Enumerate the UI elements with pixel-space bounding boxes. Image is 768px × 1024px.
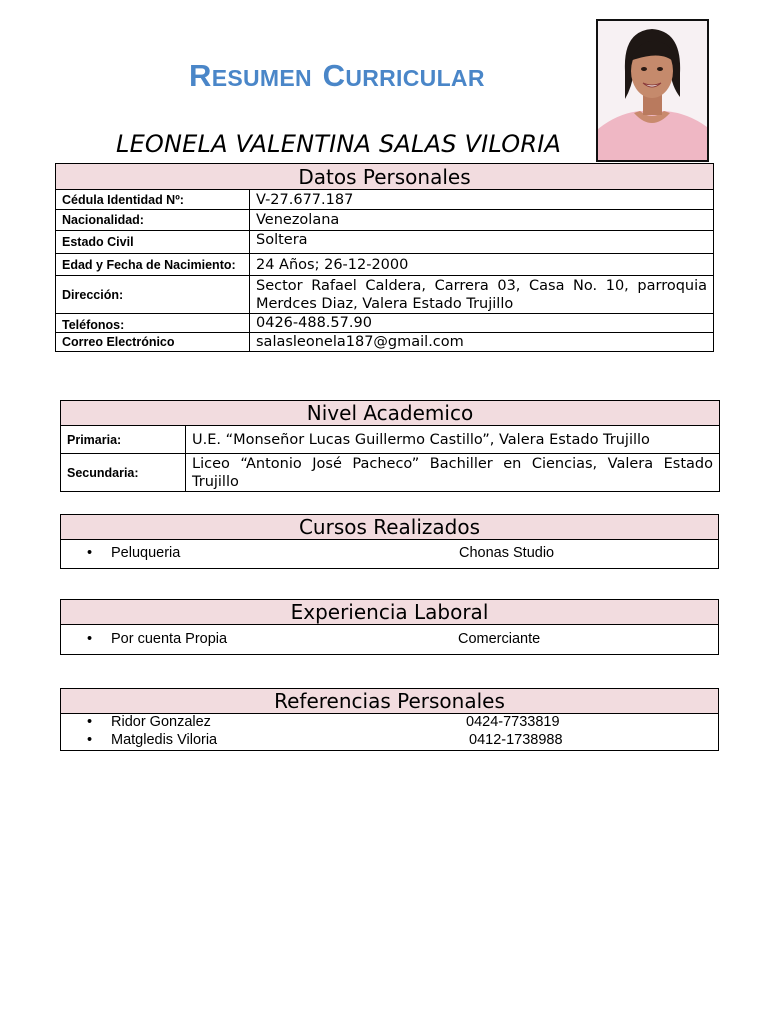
- title-word2-rest: URRICULAR: [345, 65, 485, 91]
- section-heading-personal: Datos Personales: [56, 164, 714, 190]
- reference-phone: 0424-7733819: [466, 714, 560, 730]
- reference-name: Matgledis Viloria: [111, 732, 218, 748]
- field-value-correo: salasleonela187@gmail.com: [250, 333, 714, 352]
- bullet-icon: •: [87, 545, 93, 561]
- experience-role: Comerciante: [458, 630, 541, 647]
- field-label-direccion: Dirección:: [56, 276, 250, 314]
- field-value-secundaria: Liceo “Antonio José Pacheco” Bachiller en Ciencias, Valera Estado Trujillo: [186, 454, 720, 492]
- field-value-direccion: Sector Rafael Caldera, Carrera 03, Casa No. 10, parroquia Merdces Diaz, Valera Estado Trujillo: [250, 276, 714, 314]
- title-word1-rest: ESUMEN: [211, 65, 312, 91]
- field-value-edad: 24 Años; 26-12-2000: [250, 254, 714, 276]
- field-value-estado-civil: Soltera: [250, 231, 714, 254]
- section-heading-references: Referencias Personales: [61, 689, 719, 714]
- experience-name: Por cuenta Propia: [111, 630, 228, 647]
- course-name: Peluqueria: [111, 545, 181, 561]
- portrait-icon: [598, 21, 707, 160]
- section-heading-experience: Experiencia Laboral: [61, 600, 719, 625]
- field-label-estado-civil: Estado Civil: [56, 231, 250, 254]
- field-label-secundaria: Secundaria:: [61, 454, 186, 492]
- bullet-icon: •: [87, 714, 93, 730]
- references-table: [60, 688, 719, 751]
- bullet-icon: •: [87, 630, 93, 647]
- experience-table: [60, 599, 719, 655]
- field-value-primaria: U.E. “Monseñor Lucas Guillermo Castillo”, Valera Estado Trujillo: [186, 426, 720, 454]
- field-label-primaria: Primaria:: [61, 426, 186, 454]
- field-value-nacionalidad: Venezolana: [250, 210, 714, 231]
- document-title: [189, 58, 485, 94]
- field-label-telefonos: Teléfonos:: [56, 314, 250, 333]
- personal-data-table: [55, 163, 714, 352]
- field-label-edad: Edad y Fecha de Nacimiento:: [56, 254, 250, 276]
- candidate-name: LEONELA VALENTINA SALAS VILORIA: [116, 130, 562, 158]
- section-heading-academic: Nivel Academico: [61, 401, 720, 426]
- field-value-telefonos: 0426-488.57.90: [250, 314, 714, 333]
- list-item: [61, 714, 719, 751]
- reference-phone: 0412-1738988: [469, 732, 563, 748]
- courses-table: [60, 514, 719, 569]
- bullet-icon: •: [87, 732, 93, 748]
- reference-name: Ridor Gonzalez: [111, 714, 211, 730]
- field-label-cedula: Cédula Identidad Nº:: [56, 190, 250, 210]
- academic-table: [60, 400, 720, 492]
- list-item: [61, 540, 719, 569]
- field-label-correo: Correo Electrónico: [56, 333, 250, 352]
- list-item: [61, 625, 719, 655]
- section-heading-courses: Cursos Realizados: [61, 515, 719, 540]
- title-word2-initial: C: [322, 58, 346, 93]
- field-label-nacionalidad: Nacionalidad:: [56, 210, 250, 231]
- portrait-photo: [596, 19, 709, 162]
- field-value-cedula: V-27.677.187: [250, 190, 714, 210]
- course-provider: Chonas Studio: [459, 545, 555, 561]
- title-word1-initial: R: [189, 58, 212, 93]
